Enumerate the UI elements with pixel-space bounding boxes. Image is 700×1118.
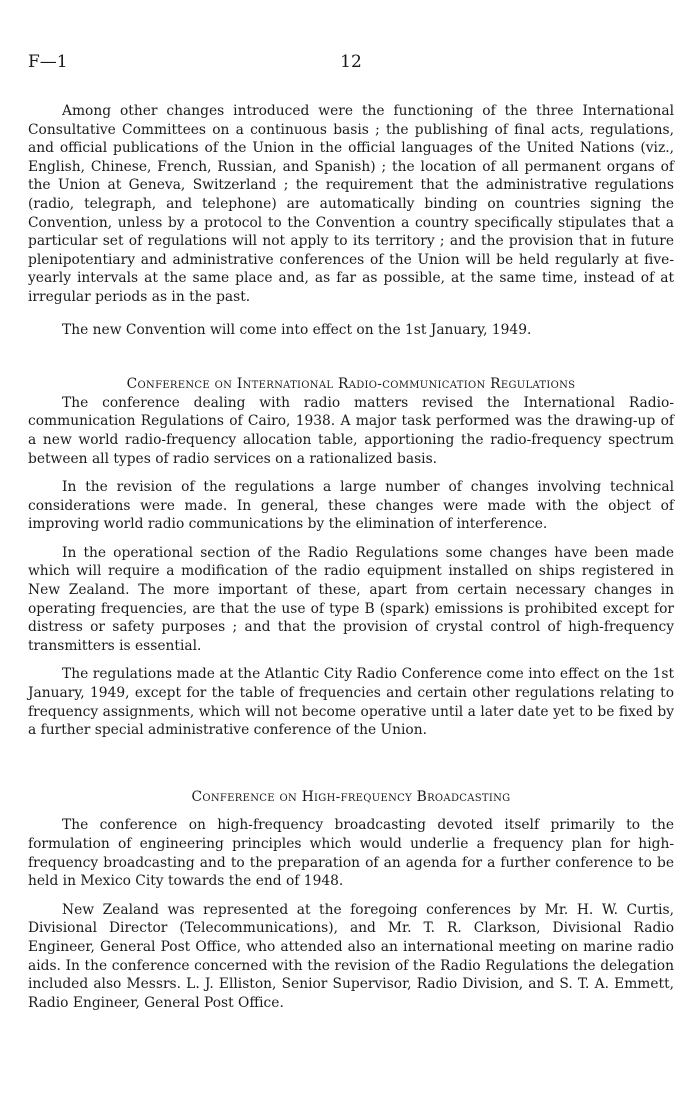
paragraph-delegation: New Zealand was represented at the foregoing conferences by Mr. H. W. Curtis, Divisional Director (Telecommunications), and Mr. T. R. Clarkson, Divisional Radio Engineer, General Post Office, who attended also an international meeting on marine radio aids. In the conference concerned with the revision of the Radio Regulations the delegation included also Messrs. L. J. Elliston, Senior Supervisor, Radio Division, and S. T. A. Emmett, Radio Engineer, General Post Office. [28, 901, 674, 1011]
paragraph-radio-revision: The conference dealing with radio matters revised the International Radio-communication Regulations of Cairo, 1938. A major task performed was the drawing-up of a new world radio-frequency allocation table, apportioning the radio-frequency spectrum between all types of radio services on a rationalized basis. [28, 394, 674, 467]
paragraph-changes: Among other changes introduced were the functioning of the three International Consultative Committees on a continuous basis ; the publishing of final acts, regulations, and official publications of the Union in the official languages of the United Nations (viz., English, Chinese, French, Russian, and Spanish) ; the location of all permanent organs of the Union at Geneva, Switzerland ; the requirement that the administrative regulations (radio, telegraph, and telephone) are automatically binding on countries signing the Convention, unless by a protocol to the Convention a country specifically stipulates that a particular set of regulations will not apply to its territory ; and the provision that in future plenipotentiary and administrative conferences of the Union will be held regularly at five-yearly intervals at the same place and, as far as possible, at the same time, instead of at irregular periods as in the past. [28, 103, 674, 305]
paragraph-operational-section: In the operational section of the Radio Regulations some changes have been made which will require a modification of the radio equipment installed on ships registered in New Zealand. The more important of these, apart from certain necessary changes in operating frequencies, are that the use of type B (spark) emissions is prohibited except for distress or safety purposes ; and that the provision of crystal control of high-frequency transmitters is essential. [28, 544, 674, 654]
document-page [28, 52, 674, 1012]
paragraph-regulations-effect: The regulations made at the Atlantic City Radio Conference come into effect on the 1st January, 1949, except for the table of frequencies and certain other regulations relating to frequency assignments, which will not become operative until a later date yet to be fixed by a further special administrative conference of the Union. [28, 666, 674, 739]
page-reference: F—1 [28, 52, 68, 72]
section-heading-broadcasting: Conference on High-frequency Broadcasting [191, 788, 511, 805]
paragraph-broadcasting-conference: The conference on high-frequency broadcasting devoted itself primarily to the formulation of engineering principles which would underlie a frequency plan for high-frequency broadcasting and to the preparation of an agenda for a further conference to be held in Mexico City towards the end of 1948. [28, 817, 674, 890]
document-body [28, 102, 674, 1012]
page-number: 12 [340, 52, 362, 72]
section-heading-radio-regulations: Conference on International Radio-communication Regulations [126, 376, 576, 393]
paragraph-technical-changes: In the revision of the regulations a large number of changes involving technical considerations were made. In general, these changes were made with the object of improving world radio communications by the elimination of interference. [28, 479, 674, 533]
paragraph-effective-date: The new Convention will come into effect on the 1st January, 1949. [62, 321, 532, 338]
page-header [28, 52, 674, 76]
